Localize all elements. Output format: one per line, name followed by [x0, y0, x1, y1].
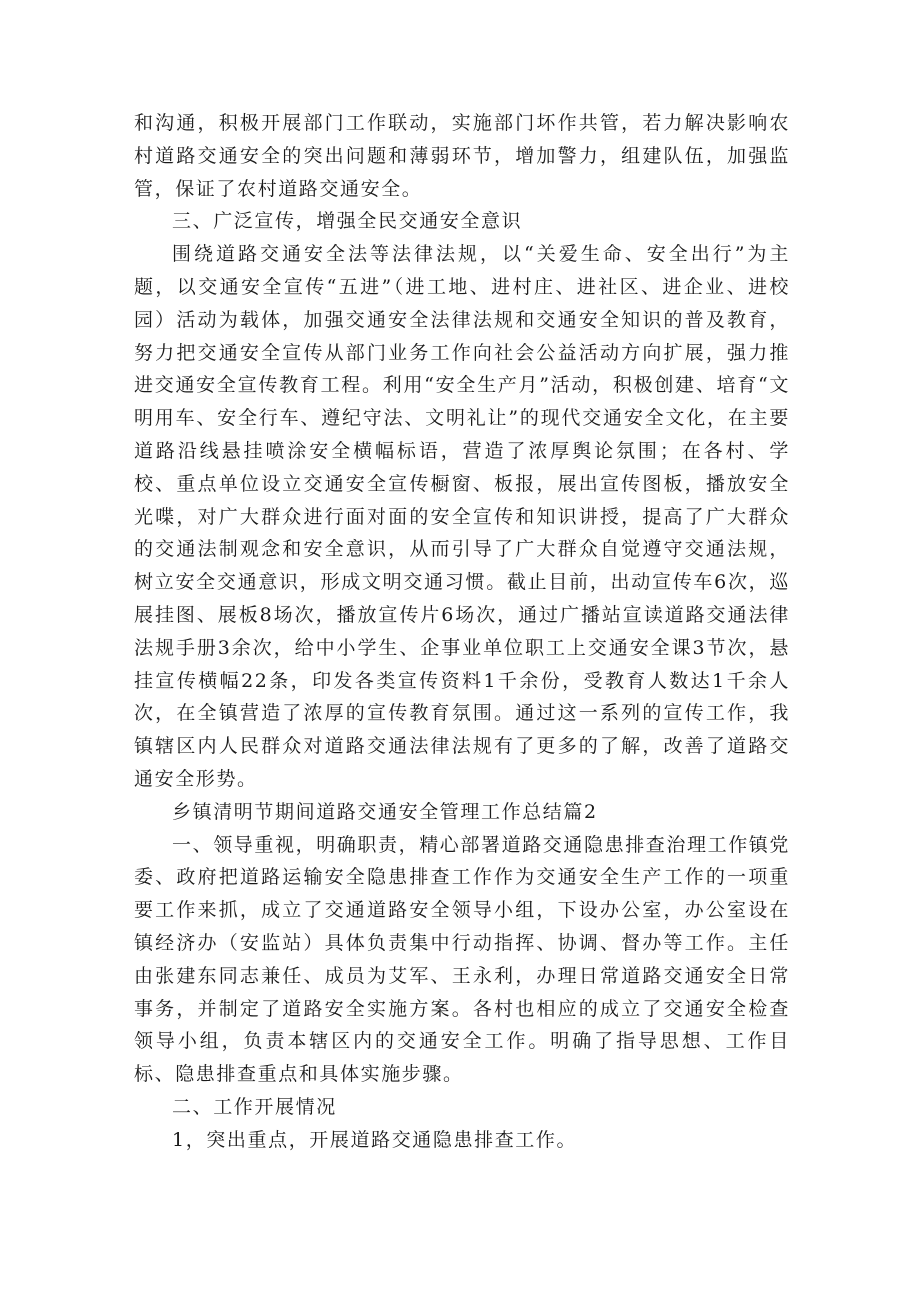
article-title-part-2: 乡镇清明节期间道路交通安全管理工作总结篇2 — [172, 800, 598, 823]
section-heading-publicity: 三、广泛宣传，增强全民交通安全意识 — [172, 210, 523, 233]
paragraph-publicity: 围绕道路交通安全法等法律法规，以“关爱生命、安全出行”为主题，以交通安全宣传“五进”（进工地、进村庄、进社区、进企业、进校园）活动为载体，加强交通安全法律法规和交通安全知识的普及教育，努力把交通安全宣传从部门业务工作向社会公益活动方向扩展，强力推进交通安全宣传教育工程。利用“安全生产月”活动，积极创建、培育“文明用车、安全行车、遵纪守法、文明礼让”的现代交通安全文化，在主要道路沿线悬挂喷涂安全横幅标语，营造了浓厚舆论氛围；在各村、学校、重点单位设立交通安全宣传橱窗、板报，展出宣传图板，播放安全光喋，对广大群众进行面对面的安全宣传和知识讲授，提高了广大群众的交通法制观念和安全意识，从而引导了广大群众自觉遵守交通法规，树立安全交通意识，形成文明交通习惯。截止目前，出动宣传车6次，巡展挂图、展板8场次，播放宣传片6场次，通过广播站宣读道路交通法律法规手册3余次，给中小学生、企事业单位职工上交通安全课3节次，悬挂宣传横幅22条，印发各类宣传资料1千余份，受教育人数达1千余人次，在全镇营造了浓厚的宣传教育氛围。通过这一系列的宣传工作，我镇辖区内人民群众对道路交通法律法规有了更多的了解，改善了道路交通安全形势。 — [134, 243, 790, 790]
section-heading-work-progress: 二、工作开展情况 — [172, 1095, 337, 1118]
document-body — [134, 107, 790, 1157]
paragraph-item-1: 1，突出重点，开展道路交通隐患排查工作。 — [172, 1128, 578, 1151]
paragraph-leadership: 一、领导重视，明确职责，精心部署道路交通隐患排查治理工作镇党委、政府把道路运输安全隐患排查工作作为交通安全生产工作的一项重要工作来抓，成立了交通道路安全领导小组，下设办公室，办公室设在镇经济办（安监站）具体负责集中行动指挥、协调、督办等工作。主任由张建东同志兼任、成员为艾军、王永利，办理日常道路交通安全日常事务，并制定了道路安全实施方案。各村也相应的成立了交通安全检查领导小组，负责本辖区内的交通安全工作。明确了指导思想、工作目标、隐患排查重点和具体实施步骤。 — [134, 833, 791, 1086]
paragraph-continuation: 和沟通，积极开展部门工作联动，实施部门坏作共管，若力解决影响农村道路交通安全的突出问题和薄弱环节，增加警力，组建队伍，加强监管，保证了农村道路交通安全。 — [134, 112, 790, 200]
